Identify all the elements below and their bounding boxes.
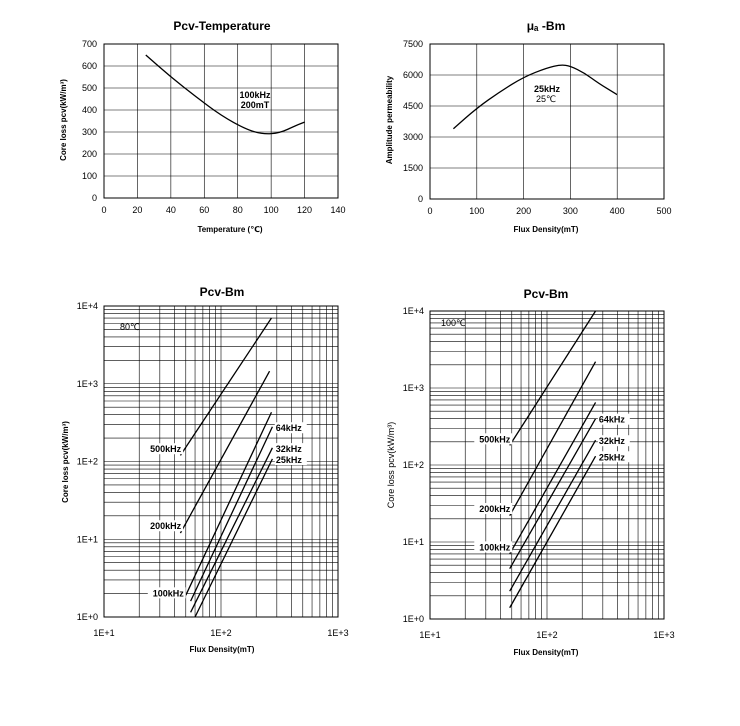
grid: [82, 39, 346, 215]
y-tick-label: 1E+1: [76, 534, 98, 545]
x-tick-label: 20: [132, 205, 143, 215]
x-axis-label: Temperature (℃): [197, 225, 263, 234]
series-label: 200kHz: [150, 521, 182, 532]
x-tick-label: 140: [330, 205, 346, 215]
x-tick-label: 0: [101, 205, 107, 215]
x-tick-label: 60: [199, 205, 210, 215]
x-tick-label: 0: [427, 206, 433, 216]
grid: [403, 39, 672, 216]
y-tick-label: 1E+2: [402, 460, 424, 470]
series-label: 25kHz: [598, 452, 625, 463]
x-tick-label: 1E+1: [419, 630, 441, 640]
x-tick-label: 80: [232, 205, 243, 215]
y-axis-label: Core loss pcv(kW/m³): [386, 421, 396, 509]
y-tick-label: 1E+4: [76, 301, 98, 311]
series-line: [146, 55, 305, 134]
x-axis-label: Flux Density(mT): [513, 648, 579, 657]
pcv-bm-100c-chart: [386, 287, 675, 657]
x-tick-label: 500: [656, 206, 672, 216]
series-line: [195, 459, 272, 617]
y-tick-label: 300: [81, 127, 97, 137]
x-tick-label: 1E+2: [210, 628, 232, 638]
y-tick-label: 100: [81, 171, 97, 181]
chart-title: μₐ -Bm: [526, 19, 566, 33]
y-tick-label: 1E+0: [402, 614, 424, 624]
y-tick-label: 500: [81, 83, 97, 93]
x-tick-label: 300: [562, 206, 578, 216]
permeability-bm-chart: [385, 19, 672, 234]
y-tick-label: 1E+4: [402, 306, 424, 316]
y-axis-label: Core loss pcv(kW/m³): [59, 79, 68, 161]
annotation-frequency: 100kHz: [239, 90, 271, 100]
annotation-temperature: 25℃: [535, 94, 557, 104]
chart-title: Pcv-Bm: [523, 287, 569, 301]
y-tick-label: 4500: [402, 101, 423, 111]
series-label: 64kHz: [275, 423, 302, 434]
series-line: [186, 412, 272, 595]
x-tick-label: 1E+2: [536, 630, 558, 640]
y-tick-label: 1500: [402, 163, 423, 173]
pcv-temperature-chart: [59, 19, 346, 234]
y-tick-label: 1E+0: [76, 612, 98, 622]
x-tick-label: 200: [516, 206, 532, 216]
series-label: 200kHz: [479, 504, 511, 515]
y-tick-label: 200: [81, 149, 97, 159]
x-axis-label: Flux Density(mT): [189, 645, 255, 654]
series-layer: [474, 311, 630, 608]
series-line: [180, 318, 271, 455]
y-tick-label: 600: [81, 61, 97, 71]
y-tick-label: 1E+1: [402, 537, 424, 547]
plot-frame: [430, 44, 664, 199]
y-tick-label: 6000: [402, 70, 423, 80]
x-tick-label: 1E+1: [93, 628, 115, 638]
chart-title: Pcv-Bm: [199, 285, 245, 299]
y-tick-label: 700: [81, 39, 97, 49]
annotation-temperature: 100℃: [441, 318, 467, 328]
series-label: 32kHz: [275, 444, 302, 455]
annotation-temperature: 80℃: [120, 322, 141, 332]
y-axis-label: Amplitude permeability: [385, 75, 394, 165]
y-tick-label: 0: [417, 194, 423, 204]
x-tick-label: 400: [609, 206, 625, 216]
series-label: 25kHz: [275, 455, 302, 466]
series-layer: [145, 318, 307, 617]
y-axis-label: Core loss pcv(kW/m³): [61, 421, 70, 503]
x-tick-label: 1E+3: [327, 628, 349, 638]
x-tick-label: 1E+3: [653, 630, 675, 640]
grid: [403, 306, 675, 640]
y-tick-label: 1E+3: [76, 378, 98, 389]
series-line: [510, 440, 596, 591]
pcv-bm-80c-chart: [61, 285, 349, 654]
y-tick-label: 7500: [402, 39, 423, 49]
series-label: 32kHz: [598, 436, 625, 447]
plot-frame: [104, 44, 338, 198]
annotation-frequency: 25kHz: [533, 84, 561, 94]
x-tick-label: 120: [297, 205, 313, 215]
x-tick-label: 100: [263, 205, 279, 215]
chart-title: Pcv-Temperature: [173, 19, 271, 33]
annotation-flux: 200mT: [240, 100, 270, 110]
x-axis-label: Flux Density(mT): [513, 225, 579, 234]
y-tick-label: 1E+3: [402, 383, 424, 393]
y-tick-label: 3000: [402, 132, 423, 142]
series-label: 500kHz: [479, 434, 511, 445]
series-label: 500kHz: [150, 444, 182, 455]
y-tick-label: 0: [91, 193, 97, 203]
y-tick-label: 1E+2: [76, 456, 98, 467]
series-label: 100kHz: [479, 542, 511, 553]
series-layer: [146, 55, 305, 134]
series-label: 100kHz: [152, 588, 184, 599]
x-tick-label: 40: [165, 205, 176, 215]
grid: [77, 301, 349, 638]
series-label: 64kHz: [598, 414, 625, 425]
x-tick-label: 100: [469, 206, 485, 216]
y-tick-label: 400: [81, 105, 97, 115]
